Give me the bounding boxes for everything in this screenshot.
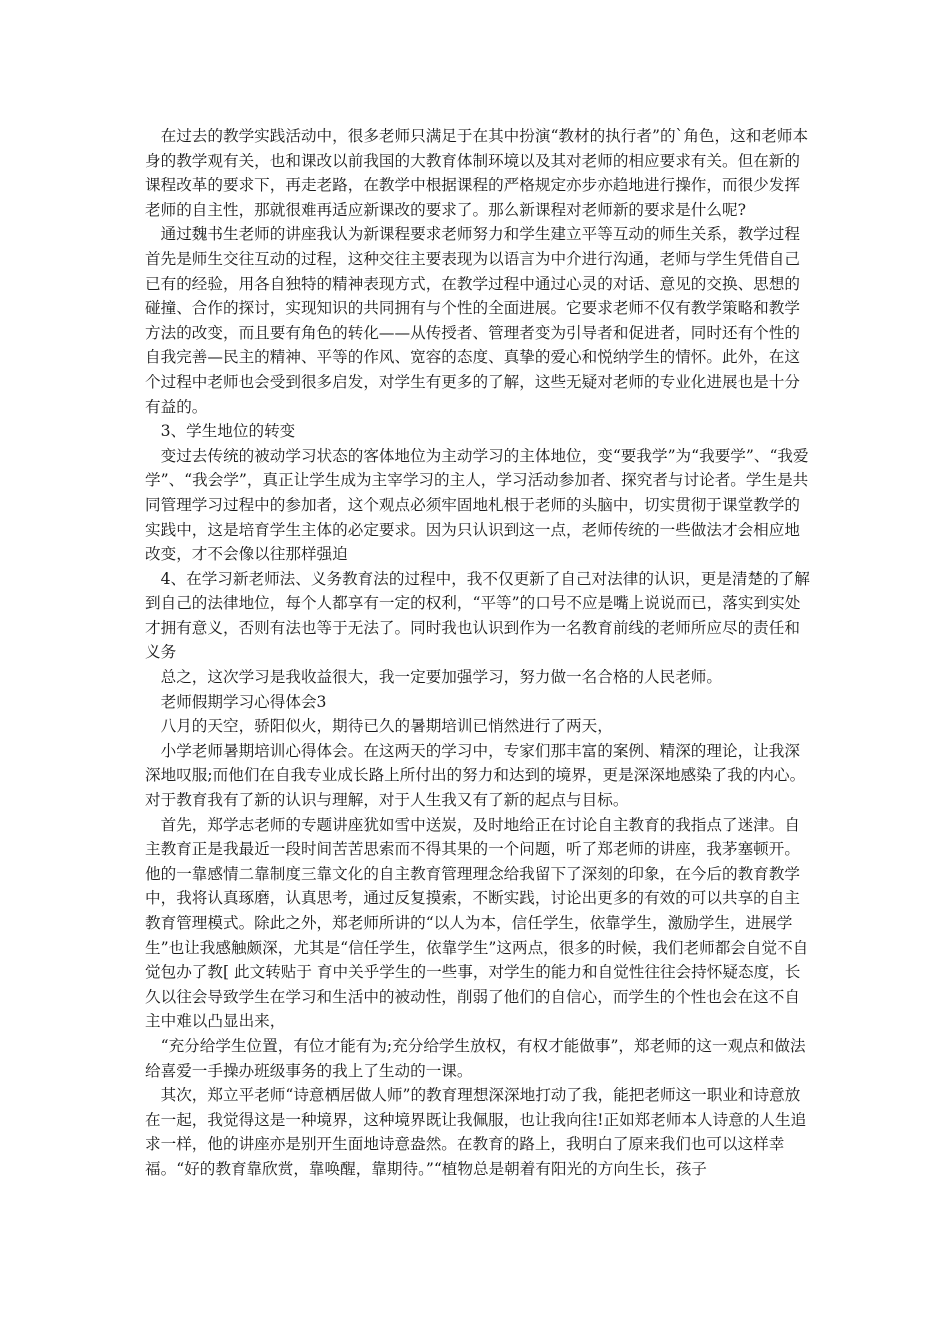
paragraph: “充分给学生位置，有位才能有为;充分给学生放权，有权才能做事”，郑老师的这一观点和做法给喜爱一手操办班级事务的我上了生动的一课。 <box>145 1036 806 1080</box>
paragraph: 小学老师暑期培训心得体会。在这两天的学习中，专家们那丰富的案例、精深的理论，让我深深地叹服;而他们在自我专业成长路上所付出的努力和达到的境界，更是深深地感染了我的内心。对于教育我有了新的认识与理解，对于人生我又有了新的起点与目标。 <box>145 741 806 810</box>
paragraph: 其次，郑立平老师“诗意栖居做人师”的教育理想深深地打动了我，能把老师这一职业和诗意放在一起，我觉得这是一种境界，这种境界既让我佩服，也让我向往!正如郑老师本人诗意的人生追求一样，他的讲座亦是别开生面地诗意盎然。在教育的路上，我明白了原来我们也可以这样幸福。“好的教育靠欣赏，靠唤醒，靠期待。”“植物总是朝着有阳光的方向生长，孩子 <box>145 1086 807 1178</box>
paragraph: 通过魏书生老师的讲座我认为新课程要求老师努力和学生建立平等互动的师生关系，教学过程首先是师生交往互动的过程，这种交往主要表现为以语言为中介进行沟通，老师与学生凭借自己已有的经验，用各自独特的精神表现方式，在教学过程中通过心灵的对话、意见的交换、思想的碰撞、合作的探讨，实现知识的共同拥有与个性的全面进展。它要求老师不仅有教学策略和教学方法的改变，而且要有角色的转化——从传授者、管理者变为引导者和促进者，同时还有个性的自我完善—民主的精神、平等的作风、宽容的态度、真挚的爱心和悦纳学生的情怀。此外，在这个过程中老师也会受到很多启发，对学生有更多的了解，这些无疑对老师的专业化进展也是十分有益的。 <box>145 225 800 416</box>
paragraph: 变过去传统的被动学习状态的客体地位为主动学习的主体地位，变“要我学”为“我要学”、“我爱学”、“我会学”，真正让学生成为主宰学习的主人，学习活动参加者、探究者与讨论者。学生是共同管理学习过程中的参加者，这个观点必须牢固地札根于老师的头脑中，切实贯彻于课堂教学的实践中，这是培育学生主体的必定要求。因为只认识到这一点，老师传统的一些做法才会相应地改变，才不会像以往那样强迫 <box>145 446 809 564</box>
paragraph: 在过去的教学实践活动中，很多老师只满足于在其中扮演“教材的执行者”的`角色，这和老师本身的教学观有关，也和课改以前我国的大教育体制环境以及其对老师的相应要求有关。但在新的课程改革的要求下，再走老路，在教学中根据课程的严格规定亦步亦趋地进行操作，而很少发挥老师的自主性，那就很难再适应新课改的要求了。那么新课程对老师新的要求是什么呢? <box>145 127 809 219</box>
paragraph: 八月的天空，骄阳似火，期待已久的暑期培训已悄然进行了两天， <box>145 717 613 736</box>
document-body <box>145 124 810 1182</box>
paragraph: 首先，郑学志老师的专题讲座犹如雪中送炭，及时地给正在讨论自主教育的我指点了迷津。自主教育正是我最近一段时间苦苦思索而不得其果的一个问题，听了郑老师的讲座，我茅塞顿开。他的一靠感情二靠制度三靠文化的自主教育管理理念给我留下了深刻的印象，在今后的教育教学中，我将认真琢磨，认真思考，通过反复摸索，不断实践，讨论出更多的有效的可以共享的自主教育管理模式。除此之外，郑老师所讲的“以人为本，信任学生，依靠学生，激励学生，进展学生”也让我感触颇深，尤其是“信任学生，依靠学生”这两点，很多的时候，我们老师都会自觉不自觉包办了教[ 此文转贴于 育中关乎学生的一些事，对学生的能力和自觉性往往会持怀疑态度，长久以往会导致学生在学习和生活中的被动性，削弱了他们的自信心，而学生的个性也会在这不自主中难以凸显出来， <box>145 815 809 1031</box>
paragraph: 总之，这次学习是我收益很大，我一定要加强学习，努力做一名合格的人民老师。 <box>145 668 722 687</box>
section-heading: 3、学生地位的转变 <box>145 422 296 441</box>
article-title: 老师假期学习心得体会3 <box>145 692 327 711</box>
paragraph: 4、在学习新老师法、义务教育法的过程中，我不仅更新了自己对法律的认识，更是清楚的了解到自己的法律地位，每个人都享有一定的权利，“平等”的口号不应是嘴上说说而已，落实到实处才拥有意义，否则有法也等于无法了。同时我也认识到作为一名教育前线的老师所应尽的责任和义务 <box>145 569 810 662</box>
